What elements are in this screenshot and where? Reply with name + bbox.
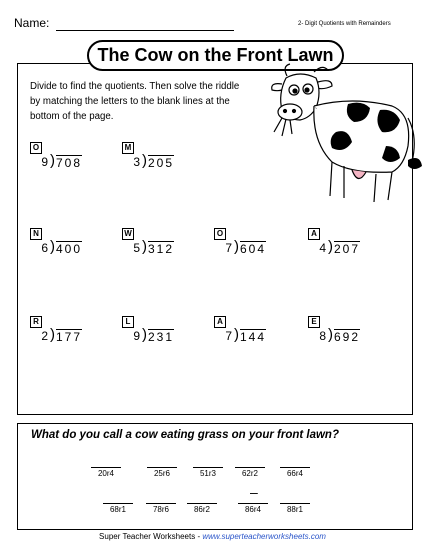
answer-blank[interactable]: 88r1 — [280, 503, 310, 514]
problem-dividend: 231 — [148, 330, 175, 344]
word-separator-dash: – — [250, 484, 258, 500]
problem-3 — [30, 228, 120, 268]
problem-divisor: 4 — [319, 241, 326, 255]
problem-divisor: 3 — [133, 155, 140, 169]
problem-dividend: 312 — [148, 242, 175, 256]
problem-7 — [30, 316, 120, 356]
problem-letter: A — [308, 228, 320, 240]
worksheet-subtitle: 2- Digit Quotients with Remainders — [298, 21, 391, 27]
problem-letter: E — [308, 316, 320, 328]
answer-blank[interactable]: 20r4 — [91, 467, 121, 478]
problem-letter: R — [30, 316, 42, 328]
problem-2 — [122, 142, 212, 182]
name-line[interactable] — [56, 30, 234, 31]
problem-1 — [30, 142, 120, 182]
problem-dividend: 692 — [334, 330, 361, 344]
problem-5 — [214, 228, 304, 268]
answer-blank[interactable]: 86r4 — [238, 503, 268, 514]
problem-letter: O — [30, 142, 42, 154]
division-bracket: ) — [234, 238, 239, 255]
problem-divisor: 7 — [225, 241, 232, 255]
problem-dividend: 400 — [56, 242, 83, 256]
page-title: The Cow on the Front Lawn — [87, 40, 344, 71]
instructions: Divide to find the quotients. Then solve the riddle by matching the letters to the blank lines at the bottom of the page. — [30, 81, 240, 122]
footer — [0, 532, 425, 541]
problem-dividend: 205 — [148, 156, 175, 170]
answer-blank[interactable]: 86r2 — [187, 503, 217, 514]
division-bracket: ) — [142, 238, 147, 255]
problem-letter: W — [122, 228, 134, 240]
answer-blank[interactable]: 25r6 — [147, 467, 177, 478]
problem-9 — [214, 316, 304, 356]
answer-blank[interactable]: 78r6 — [146, 503, 176, 514]
footer-brand: Super Teacher Worksheets — [99, 532, 196, 541]
problem-letter: M — [122, 142, 134, 154]
problem-dividend: 604 — [240, 242, 267, 256]
division-bracket: ) — [50, 238, 55, 255]
problem-letter: O — [214, 228, 226, 240]
footer-separator: - — [195, 532, 203, 541]
problem-letter: L — [122, 316, 134, 328]
riddle-question: What do you call a cow eating grass on your front lawn? — [31, 429, 339, 441]
problem-6 — [308, 228, 398, 268]
answer-blank[interactable]: 62r2 — [235, 467, 265, 478]
problem-dividend: 144 — [240, 330, 267, 344]
problem-divisor: 9 — [41, 155, 48, 169]
name-label: Name: — [14, 16, 50, 30]
problem-divisor: 9 — [133, 329, 140, 343]
problem-divisor: 6 — [41, 241, 48, 255]
problem-8 — [122, 316, 212, 356]
problem-divisor: 8 — [319, 329, 326, 343]
division-bracket: ) — [50, 326, 55, 343]
division-bracket: ) — [142, 152, 147, 169]
problem-10 — [308, 316, 398, 356]
division-bracket: ) — [234, 326, 239, 343]
problem-divisor: 2 — [41, 329, 48, 343]
division-bracket: ) — [50, 152, 55, 169]
cow-illustration — [252, 62, 422, 212]
answer-blank[interactable]: 51r3 — [193, 467, 223, 478]
division-bracket: ) — [142, 326, 147, 343]
problem-divisor: 5 — [133, 241, 140, 255]
problem-dividend: 708 — [56, 156, 83, 170]
problem-letter: N — [30, 228, 42, 240]
problem-4 — [122, 228, 212, 268]
answer-blank[interactable]: 66r4 — [280, 467, 310, 478]
problem-letter: A — [214, 316, 226, 328]
division-bracket: ) — [328, 326, 333, 343]
division-bracket: ) — [328, 238, 333, 255]
problem-divisor: 7 — [225, 329, 232, 343]
problem-dividend: 207 — [334, 242, 361, 256]
answer-blank[interactable]: 68r1 — [103, 503, 133, 514]
footer-url[interactable]: www.superteacherworksheets.com — [202, 532, 326, 541]
problem-dividend: 177 — [56, 330, 83, 344]
